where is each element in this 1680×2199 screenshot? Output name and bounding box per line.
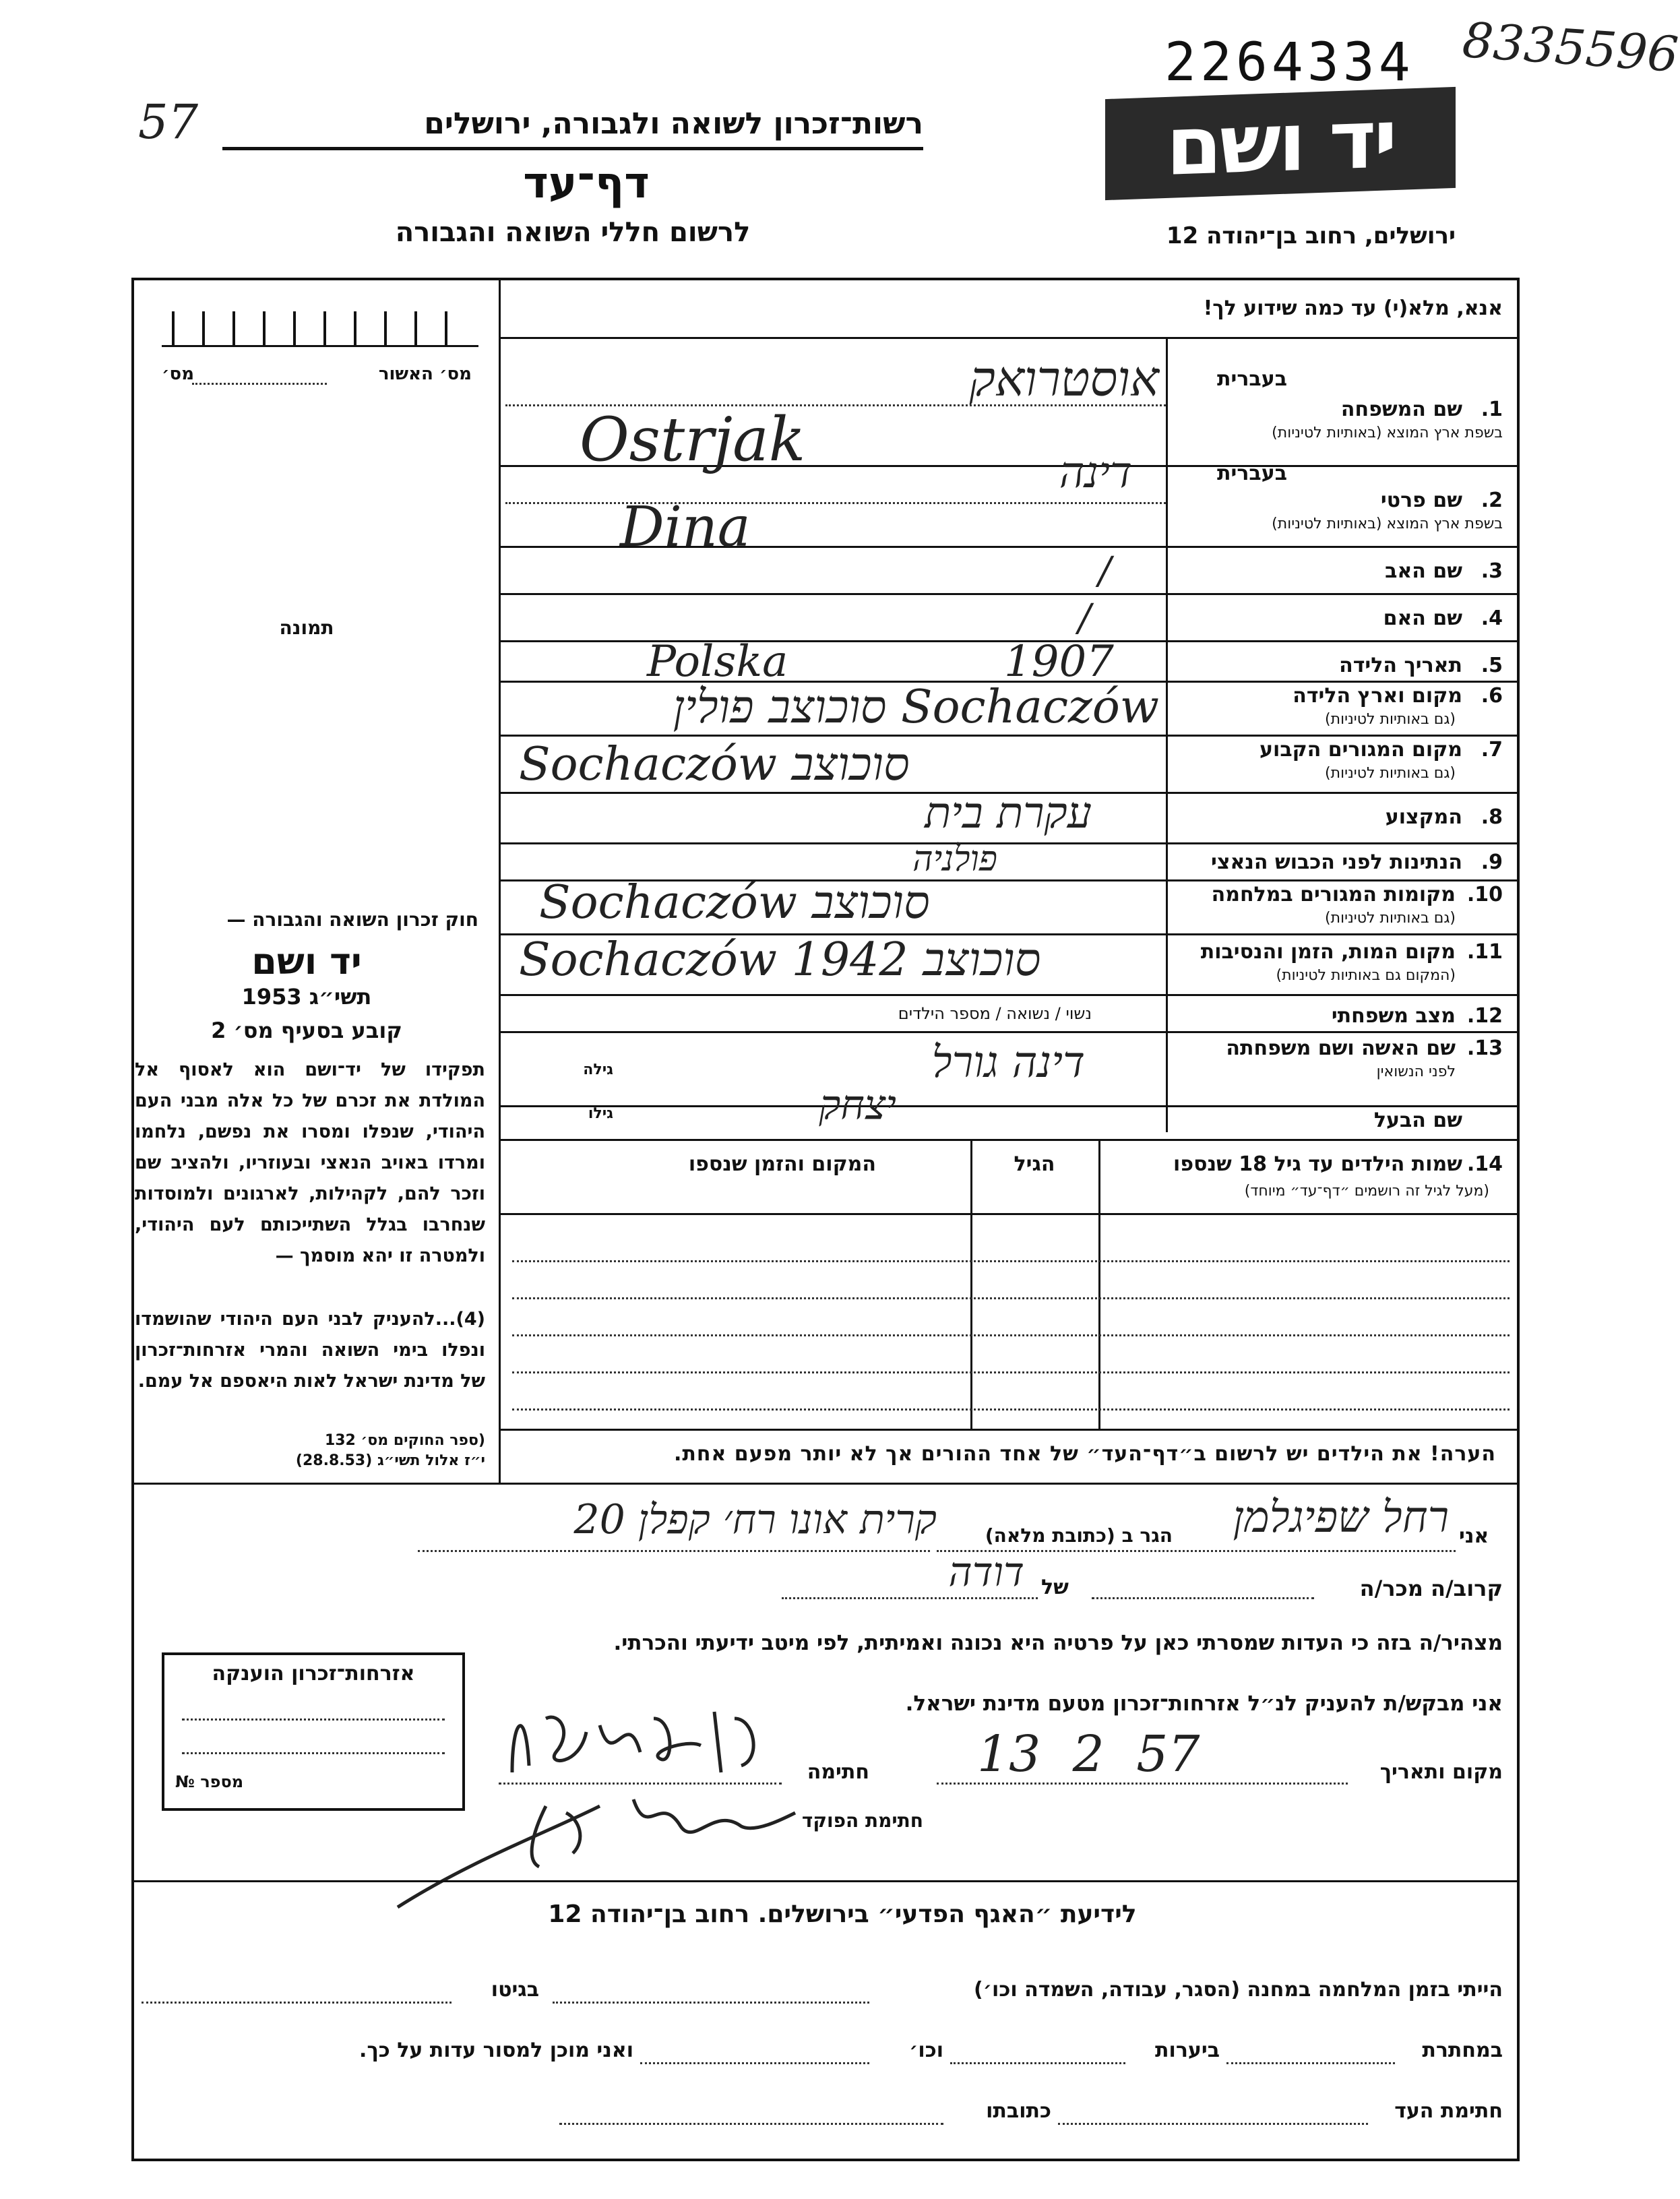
field-13-value: דינה גורל — [931, 1038, 1085, 1088]
children-sub: (מעל לגיל זה רושמים ״דף־עד״ מיוחד) — [1244, 1183, 1489, 1200]
field-8-label: המקצוע — [1385, 805, 1462, 829]
footer-line — [950, 2062, 1125, 2064]
approval-line — [192, 383, 327, 385]
field-11-label: מקום המות, הזמן והנסיבות — [1200, 940, 1456, 964]
field-6-sub: (גם באותיות לטיניות) — [1325, 711, 1456, 728]
instructions: אנא, מלא(י) עד כמה שידוע לך! — [1203, 297, 1503, 320]
footer-line — [553, 2002, 869, 2004]
field-6-value: Sochaczów סוכוצב פולין — [673, 681, 1159, 734]
form-subtitle: לרשום חללי השואה והגבורה — [395, 217, 751, 248]
yad-vashem-logo: יד ושם — [1105, 87, 1456, 200]
field-9-num: 9. — [1481, 850, 1503, 874]
authority-underline — [222, 147, 923, 150]
tick-baseline — [162, 345, 478, 347]
footer-line2-a: במחתרת — [1422, 2039, 1503, 2062]
serial-number-handwritten: 8335596 — [1460, 11, 1680, 84]
children-row — [512, 1408, 1510, 1411]
field-7-value: Sochaczów סוכוצב — [519, 738, 910, 791]
field-11-sub: (המקום גם באותיות לטיניות) — [1276, 967, 1456, 984]
footer-line — [559, 2123, 943, 2125]
field-3-num: 3. — [1481, 559, 1503, 583]
instructions-rule — [499, 337, 1520, 339]
serial-number-printed: 2264334 — [1164, 32, 1414, 93]
certificate-number-label: מספר № — [175, 1772, 244, 1791]
field-rule — [499, 1139, 1520, 1141]
corner-tick — [293, 311, 296, 346]
husband-age-label: גילו — [588, 1105, 613, 1122]
corner-number: 57 — [138, 94, 199, 150]
field-1-value-latin: Ostrjak — [580, 404, 806, 475]
note-top-rule — [499, 1429, 1520, 1431]
children-num: 14. — [1466, 1152, 1503, 1176]
corner-tick — [232, 311, 235, 346]
footer-line — [1058, 2123, 1368, 2125]
field-12-value: נשוי / נשואה / מספר הילדים — [898, 1004, 1092, 1023]
law-year: תשי״ג 1953 — [241, 984, 372, 1010]
field-6-num: 6. — [1481, 684, 1503, 708]
field-9-label: הנתינות לפני הכבוש הנאצי — [1211, 850, 1462, 874]
corner-tick — [202, 311, 205, 346]
field-13-sub: לפני הנשואין — [1376, 1063, 1456, 1080]
children-label: שמות הילדים עד גיל 18 שנספו — [1173, 1152, 1462, 1176]
declarant-i-label: אני — [1459, 1524, 1489, 1548]
field-rule — [499, 593, 1520, 595]
field-2-num: 2. — [1481, 489, 1503, 512]
field-4-num: 4. — [1481, 607, 1503, 630]
field-1-hebrew-tag: בעברית — [1217, 367, 1287, 391]
field-2-separator — [505, 502, 1166, 504]
law-title: חוק זכרון השואה והגבורה — — [226, 908, 478, 931]
field-10-label: מקומות המגורים במלחמה — [1211, 883, 1456, 906]
children-row — [512, 1334, 1510, 1336]
certificate-line — [182, 1718, 445, 1721]
children-row — [512, 1260, 1510, 1262]
field-7-num: 7. — [1481, 738, 1503, 762]
field-3-value: / — [1098, 549, 1111, 593]
husband-value: יצחק — [819, 1082, 896, 1129]
field-12-label: מצב משפחתי — [1331, 1004, 1456, 1028]
field-rule — [499, 842, 1520, 844]
field-6-label: מקום וארץ הלידה — [1293, 684, 1462, 708]
corner-tick — [354, 311, 356, 346]
field-rule — [499, 735, 1520, 737]
field-12-num: 12. — [1466, 1004, 1503, 1028]
field-4-value: / — [1078, 596, 1091, 640]
field-rule — [499, 994, 1520, 996]
field-2-sub: בשפת ארץ המוצא (באותיות לטיניות) — [1272, 516, 1503, 532]
declarant-resides-label: הגר ב (כתובת מלאה) — [985, 1524, 1173, 1547]
footer-line2-d: ואני מוכן למסור עדות על כך. — [359, 2039, 633, 2062]
footer-line1-a: הייתי בזמן המלחמה במחנה (הסגר, עבודה, השמדה וכו׳) — [974, 1978, 1503, 2002]
corner-tick — [263, 311, 266, 346]
date-value: 13 2 57 — [977, 1725, 1200, 1783]
law-text: תפקידו של יד־ושם הוא לאסוף אל המולדת את זכרם של כל אלה מבני העם היהודי, שנפלו ומסרו את נפשם, נלחמו ומרדו באויב הנאצי ובעוזריו, ולהציב שם וזכר להם, לקהילות, לארגונים ולמוסדות שנחרבו בגלל השתייכותם לעם היהודי, ולמטרה זו יהא מוסמך — — [135, 1059, 485, 1266]
footer-line — [640, 2062, 869, 2064]
official-signature-label: חתימת הפוקד — [801, 1809, 923, 1832]
form-title: דף־עד — [523, 158, 650, 208]
address: ירושלים, רחוב בן־יהודה 12 — [1166, 222, 1456, 249]
field-7-label: מקום המגורים הקבוע — [1259, 738, 1462, 762]
field-1-sub: בשפת ארץ המוצא (באותיות לטיניות) — [1272, 425, 1503, 441]
corner-tick — [172, 311, 175, 346]
field-11-num: 11. — [1466, 940, 1503, 964]
field-8-value: עקרת בית — [925, 788, 1092, 838]
children-col-age: הגיל — [1014, 1152, 1055, 1176]
authority-name: רשות־זכרון לשואה ולגבורה, ירושלים — [424, 106, 923, 141]
certificate-line — [182, 1752, 445, 1754]
corner-tick — [323, 311, 326, 346]
corner-tick — [414, 311, 417, 346]
field-3-label: שם האב — [1385, 559, 1462, 583]
field-8-num: 8. — [1481, 805, 1503, 829]
field-rule — [499, 1105, 1520, 1107]
footer-line2-b: ביערות — [1155, 2039, 1220, 2062]
law-clause: קובע בסעיף מס׳ 2 — [211, 1018, 402, 1043]
footer-divider — [131, 1880, 1520, 1882]
children-header-rule — [499, 1213, 1520, 1215]
field-6-country-value: Polska — [647, 637, 788, 687]
field-2-value-latin: Dina — [620, 495, 751, 559]
footer-line3-a: חתימת העד — [1394, 2099, 1503, 2123]
corner-tick — [384, 311, 387, 346]
footer-line2-c: וכו׳ — [909, 2039, 943, 2062]
relation-label: קרוב/ה מכר/ה — [1359, 1576, 1503, 1601]
declarant-address: קרית אונו רח׳ קפלן 20 — [573, 1496, 937, 1543]
children-col-place: המקום והזמן שנספו — [688, 1152, 876, 1176]
footer-line — [142, 2002, 452, 2004]
declaration: מצהיר/ה בזה כי העדות שמסרתי כאן על פרטיה היא נכונה ואמיתית, לפי מיטב ידיעתי והכרתי. — [613, 1631, 1503, 1655]
field-5-value: 1907 — [1004, 637, 1114, 687]
relation-value: דודה — [948, 1549, 1024, 1596]
field-1-value-hebrew: אוסטרואק — [969, 350, 1159, 407]
declarant-name: רחל שפיגלמן — [1233, 1493, 1449, 1543]
relation-line — [782, 1597, 1038, 1599]
children-divider — [1098, 1139, 1100, 1429]
declarant-signature — [499, 1692, 782, 1793]
approval-no-label: מס׳ — [162, 364, 195, 384]
gazette-date: י״ז אלול תשי״ג (28.8.53) — [295, 1452, 485, 1469]
field-rule — [499, 1031, 1520, 1033]
field-2-value-hebrew: דינה — [1059, 448, 1132, 498]
corner-tick — [445, 311, 447, 346]
field-13-label: שם האשה ושם משפחתה — [1226, 1036, 1456, 1060]
children-divider — [970, 1139, 972, 1429]
field-2-label: שם פרטי — [1380, 489, 1462, 512]
field-4-label: שם האם — [1383, 607, 1462, 630]
field-13-age-label: גילה — [583, 1061, 613, 1078]
gazette-ref: (ספר החוקים מס׳ 132 — [324, 1432, 485, 1449]
note-bottom-rule — [131, 1483, 1520, 1485]
field-5-num: 5. — [1481, 654, 1503, 677]
law-name: יד ושם — [251, 940, 362, 983]
approval-label: מס׳ האשור — [378, 364, 472, 384]
field-11-value: Sochaczów סוכוצב 1942 — [519, 933, 1041, 987]
note-text: הערה! את הילדים יש לרשום ב״דף־העד״ של אחד ההורים אך לא יותר מפעם אחת. — [674, 1442, 1496, 1466]
footer-line3-b: כתובתו — [986, 2099, 1051, 2123]
of-label: של — [1041, 1576, 1069, 1599]
footer-line1-b: בגיטו — [491, 1978, 539, 2002]
photo-label: תמונה — [279, 617, 334, 639]
memorial-request: אני מבקש/ת להעניק לנ״ל אזרחות־זכרון מטעם מדינת ישראל. — [905, 1692, 1503, 1716]
place-date-label: מקום ותאריך — [1379, 1760, 1503, 1784]
field-5-label: תאריך הלידה — [1339, 654, 1462, 677]
field-13-num: 13. — [1466, 1036, 1503, 1060]
husband-label: שם הבעל — [1373, 1109, 1462, 1132]
certificate-title: אזרחות־זכרון הוענקה — [212, 1662, 415, 1685]
signature-label: חתימה — [807, 1760, 869, 1784]
field-2-hebrew-tag: בעברית — [1217, 462, 1287, 485]
children-row — [512, 1297, 1510, 1299]
official-signature — [377, 1779, 822, 1921]
field-9-value: פולניה — [912, 839, 997, 879]
field-10-num: 10. — [1466, 883, 1503, 906]
field-1-label: שם המשפחה — [1340, 398, 1462, 421]
relation-line — [1092, 1597, 1314, 1599]
footer-line — [1226, 2062, 1395, 2064]
law-text-continued: (4)...להעניק לבני העם היהודי שהושמדו ונפלו בימי השואה והמרי אזרחות־זכרון של מדינת ישראל לאות היאספם אל עמם. — [135, 1309, 485, 1392]
field-10-value: Sochaczów סוכוצב — [539, 876, 930, 929]
field-7-sub: (גם באותיות לטיניות) — [1325, 765, 1456, 782]
footer-title: לידיעת ״האגף הפדעי״ בירושלים. רחוב בן־יהודה 12 — [548, 1900, 1137, 1928]
field-1-num: 1. — [1481, 398, 1503, 421]
children-row — [512, 1371, 1510, 1373]
field-10-sub: (גם באותיות לטיניות) — [1325, 910, 1456, 927]
declarant-line — [418, 1550, 930, 1552]
